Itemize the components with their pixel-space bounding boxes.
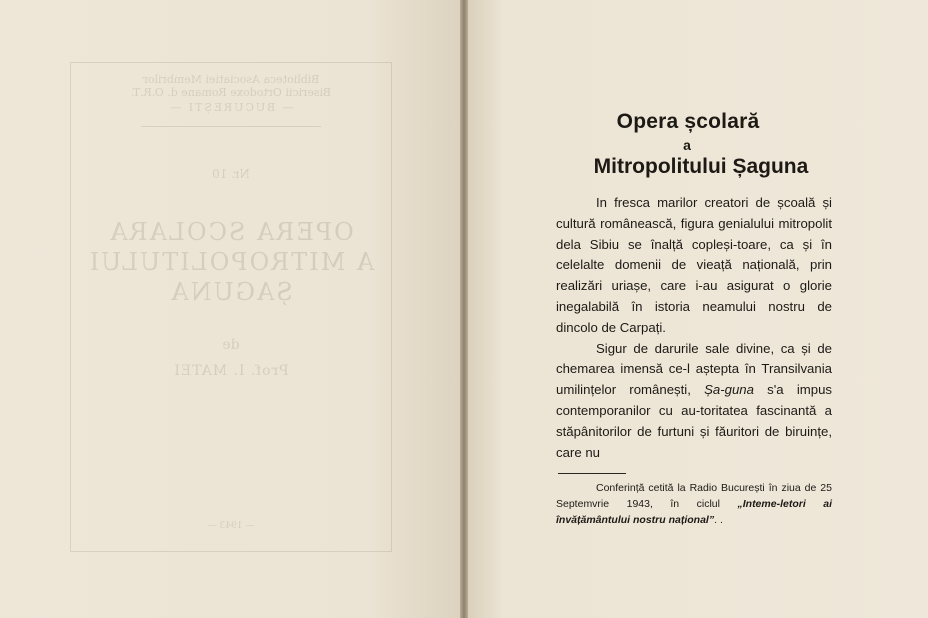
- right-page-content: [556, 110, 832, 528]
- ghost-line-3: — BUCUREȘTI —: [168, 101, 294, 114]
- paragraph-2-part-2: s'a impus contemporanilor cu au-toritatea fascinantă a stăpânitorilor de furtuni și făuritori de biruințe, care nu: [556, 382, 832, 460]
- ghost-title-b: A MITROPOLITULUI: [87, 248, 375, 276]
- footnote-italic: „Inteme-letori ai învățământului nostru național”: [556, 498, 832, 527]
- book-gutter: [460, 0, 468, 618]
- ghost-author: Prof. I. MATEI: [173, 363, 289, 379]
- body-text: [556, 193, 832, 463]
- footnote-part-2: . .: [714, 514, 723, 527]
- left-page-show-through: [70, 62, 392, 552]
- title-line-2: a: [683, 137, 691, 153]
- footnote-rule: [558, 473, 626, 474]
- ghost-line-2: Bisericii Ortodoxe Romane d. O.R.T.: [130, 86, 332, 99]
- ghost-line-de: de: [222, 337, 240, 353]
- ghost-line-4: Nr. 10: [212, 167, 250, 181]
- ghost-year: — 1943 —: [207, 521, 255, 531]
- ghost-title-a: OPERA SCOLARA: [108, 218, 354, 246]
- footnote-part-1: Conferință cetită la Radio București în ziua de 25 Septemvrie 1943, în ciclul: [556, 482, 832, 511]
- footnote: [556, 480, 832, 528]
- paragraph-2: [556, 339, 832, 464]
- ghost-rule: [141, 126, 321, 127]
- paragraph-2-part-1: Sigur de darurile sale divine, ca și de chemarea imensă ce-l aștepta în Transilvania umilințelor românești,: [556, 340, 832, 398]
- ghost-line-1: Biblioteca Asociatiei Membrilor: [142, 73, 320, 86]
- title-line-3: Mitropolitului Șaguna: [593, 155, 809, 178]
- ghost-title-c: ȘAGUNA: [169, 278, 293, 306]
- paragraph-2-italic: Șa-guna: [704, 382, 754, 398]
- paragraph-1: In fresca marilor creatori de școală și cultură românească, figura genialului mitropolit dela Sibiu se înalță copleși-toare, ca și în celelalte domenii de vieață națională, prin realizări uriașe, care i-au asigurat o glorie inegalabilă în istoria neamului nostru de dincolo de Carpați.: [556, 195, 832, 335]
- title-line-1: Opera școlară: [616, 110, 760, 133]
